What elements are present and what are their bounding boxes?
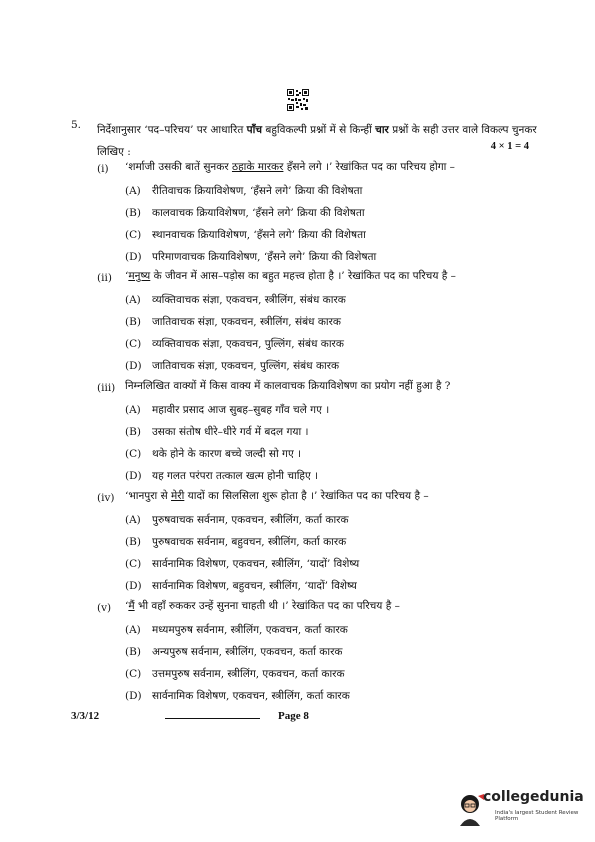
paper-code: 3/3/12	[71, 710, 100, 722]
option-c: (C) व्यक्तिवाचक संज्ञा, एकवचन, पुल्लिंग, संबंध कारक	[125, 338, 344, 350]
option-a: (A) पुरुषवाचक सर्वनाम, एकवचन, स्त्रीलिंग, कर्ता कारक	[125, 514, 349, 526]
subquestion-stem: ‘मनुष्य के जीवन में आस–पड़ोस का बहुत महत्त्व होता है ।’ रेखांकित पद का परिचय है –	[125, 270, 456, 282]
option-a: (A) व्यक्तिवाचक संज्ञा, एकवचन, स्त्रीलिंग, संबंध कारक	[125, 294, 346, 306]
option-b: (B) उसका संतोष धीरे–धीरे गर्व में बदल गया ।	[125, 426, 309, 438]
option-a: (A) मध्यमपुरुष सर्वनाम, स्त्रीलिंग, एकवचन, कर्ता कारक	[125, 624, 348, 636]
question-number: 5.	[71, 119, 82, 131]
footer-divider	[165, 718, 260, 719]
qr-code-icon	[287, 89, 309, 111]
marks-scheme: 4 × 1 = 4	[490, 141, 529, 152]
option-b: (B) कालवाचक क्रियाविशेषण, ‘हँसने लगे’ क्रिया की विशेषता	[125, 207, 365, 219]
option-c: (C) थके होने के कारण बच्चे जल्दी सो गए ।	[125, 448, 302, 460]
option-d: (D) सार्वनामिक विशेषण, बहुवचन, स्त्रीलिंग, ‘यादों’ विशेष्य	[125, 580, 357, 592]
subquestion-stem: ‘मैं भी वहाँ रुककर उन्हें सुनना चाहती थी ।’ रेखांकित पद का परिचय है –	[125, 600, 400, 612]
watermark-name: collegedunia	[483, 789, 584, 805]
subquestion-number: (iii)	[97, 382, 116, 394]
question-instruction: निर्देशानुसार ‘पद–परिचय’ पर आधारित पाँच बहुविकल्पी प्रश्नों में से किन्हीं चार प्रश्नों के सही उत्तर वाले विकल्प चुनकर लिखिए :	[97, 124, 537, 158]
subquestion-number: (iv)	[97, 492, 115, 504]
option-d: (D) यह गलत परंपरा तत्काल खत्म होनी चाहिए ।	[125, 470, 319, 482]
subquestion-number: (i)	[97, 163, 109, 175]
subquestion-stem: निम्नलिखित वाक्यों में किस वाक्य में कालवाचक क्रियाविशेषण का प्रयोग नहीं हुआ है ?	[125, 380, 451, 392]
option-c: (C) उत्तमपुरुष सर्वनाम, स्त्रीलिंग, एकवचन, कर्ता कारक	[125, 668, 345, 680]
option-d: (D) सार्वनामिक विशेषण, एकवचन, स्त्रीलिंग, कर्ता कारक	[125, 690, 350, 702]
option-a: (A) महावीर प्रसाद आज सुबह–सुबह गाँव चले गए ।	[125, 404, 330, 416]
subquestion-number: (ii)	[97, 272, 112, 284]
page-number: Page 8	[278, 710, 309, 722]
option-b: (B) पुरुषवाचक सर्वनाम, बहुवचन, स्त्रीलिंग, कर्ता कारक	[125, 536, 347, 548]
subquestion-stem: ‘शर्माजी उसकी बातें सुनकर ठहाके मारकर हँसने लगे ।’ रेखांकित पद का परिचय होगा –	[125, 161, 455, 173]
subquestion-number: (v)	[97, 602, 112, 614]
option-c: (C) स्थानवाचक क्रियाविशेषण, ‘हँसने लगे’ क्रिया की विशेषता	[125, 229, 366, 241]
option-b: (B) अन्यपुरुष सर्वनाम, स्त्रीलिंग, एकवचन, कर्ता कारक	[125, 646, 343, 658]
watermark-tagline: India's largest Student Review Platform	[495, 810, 579, 822]
option-a: (A) रीतिवाचक क्रियाविशेषण, ‘हँसने लगे’ क्रिया की विशेषता	[125, 185, 363, 197]
subquestion-stem: ‘भानपुरा से मेरी यादों का सिलसिला शुरू होता है ।’ रेखांकित पद का परिचय है –	[125, 490, 429, 502]
option-d: (D) जातिवाचक संज्ञा, एकवचन, पुल्लिंग, संबंध कारक	[125, 360, 340, 372]
option-d: (D) परिमाणवाचक क्रियाविशेषण, ‘हँसने लगे’ क्रिया की विशेषता	[125, 251, 377, 263]
option-b: (B) जातिवाचक संज्ञा, एकवचन, स्त्रीलिंग, संबंध कारक	[125, 316, 341, 328]
option-c: (C) सार्वनामिक विशेषण, एकवचन, स्त्रीलिंग, ‘यादों’ विशेष्य	[125, 558, 360, 570]
